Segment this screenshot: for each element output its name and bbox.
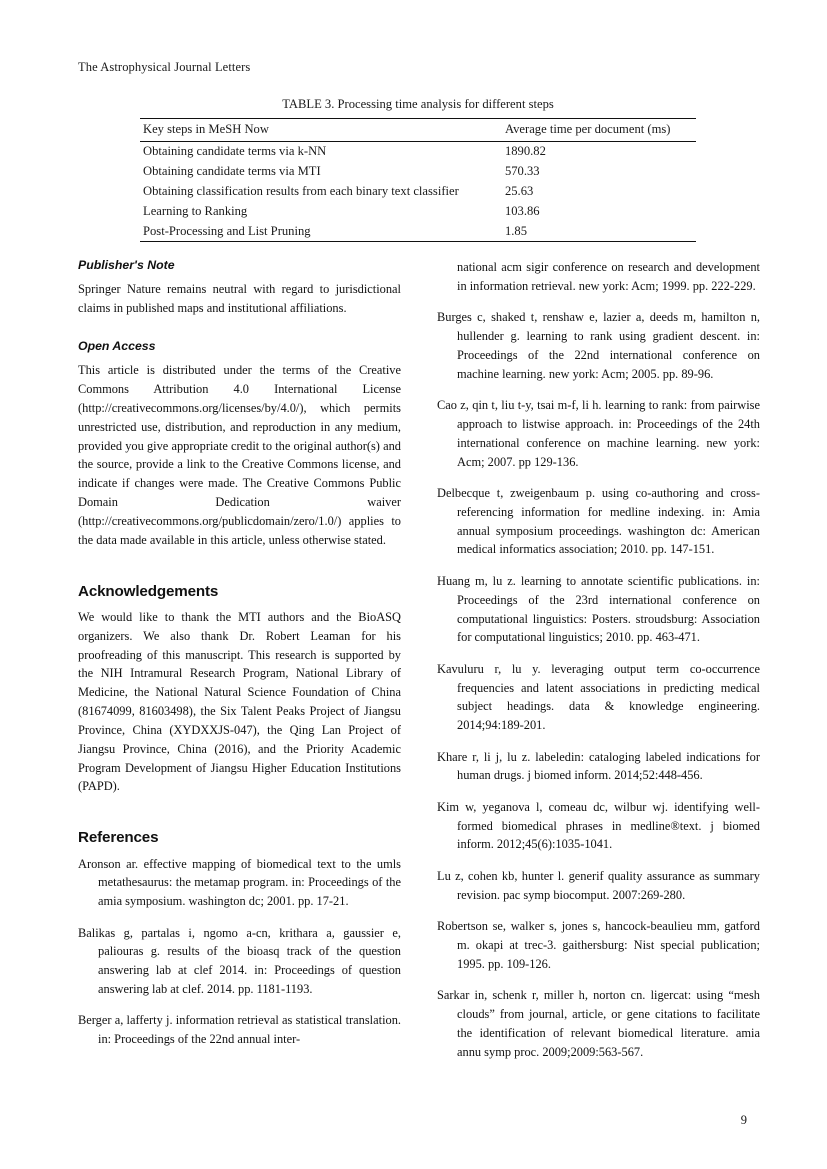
table-block — [140, 97, 696, 242]
table-row — [140, 161, 696, 181]
reference-item: Sarkar in, schenk r, miller h, norton cn. ligercat: using “mesh clouds” from journal, article, or gene citations to facilitate the identification of relevant biomedical literature. amia annu symp proc. 2009;2009:563-567. — [437, 988, 760, 1059]
table-cell-time: 570.33 — [504, 163, 540, 178]
table-header-row — [140, 119, 696, 142]
table-cell-step: Post-Processing and List Pruning — [143, 223, 311, 238]
reference-item: Robertson se, walker s, jones s, hancock-beaulieu mm, gatford m. okapi at trec-3. gaithersburg: Nist special publication; 1995. pp. 109-126. — [437, 918, 760, 971]
section-spacer — [78, 566, 401, 583]
page-number: 9 — [740, 1113, 747, 1127]
reference-item: Kavuluru r, lu y. leveraging output term co-occurrence frequencies and latent associations in predicting medical subject headings. data & knowledge engineering. 2014;94:189-201. — [437, 661, 760, 733]
processing-time-table — [140, 118, 696, 242]
reference-item-continuation: national acm sigir conference on research and development in information retrieval. new york: Acm; 1999. pp. 222-229. — [457, 260, 760, 293]
table-cell-time: 103.86 — [504, 203, 540, 218]
running-head: The Astrophysical Journal Letters — [78, 60, 251, 74]
table-header-cell-steps: Key steps in MeSH Now — [143, 122, 269, 136]
reference-item: Delbecque t, zweigenbaum p. using co-authoring and cross-referencing information for medline indexing. in: Amia annual symposium proceedings. washington dc: American medical informatics association; 2010. pp. 147-151. — [437, 485, 760, 557]
left-column — [78, 258, 401, 1062]
reference-item: Kim w, yeganova l, comeau dc, wilbur wj. identifying well-formed biomedical phrases in medline®text. j biomed inform. 2012;45(6):1035-1041. — [437, 799, 760, 852]
table-cell-step: Learning to Ranking — [143, 203, 248, 218]
table-header-cell-time: Average time per document (ms) — [504, 122, 671, 136]
publishers-note-body: Springer Nature remains neutral with regard to jurisdictional claims in published maps and institutional affiliations. — [78, 281, 401, 315]
table-cell-time: 1890.82 — [504, 143, 546, 158]
table-caption: TABLE 3. Processing time analysis for different steps — [282, 97, 554, 111]
reference-item: Balikas g, partalas i, ngomo a-cn, krithara a, gaussier e, paliouras g. results of the bioasq track of the question answering lab at clef 2014. in: Proceedings of question answering lab at clef. 2014. pp. 1181-1193. — [78, 925, 401, 997]
table-cell-step: Obtaining classification results from each binary text classifier — [143, 183, 459, 198]
reference-item: Lu z, cohen kb, hunter l. generif quality assurance as summary revision. pac symp biocomput. 2007:269-280. — [437, 868, 760, 902]
table-cell-step: Obtaining candidate terms via MTI — [143, 163, 321, 178]
publishers-note-heading: Publisher's Note — [78, 258, 175, 272]
reference-item: Huang m, lu z. learning to annotate scientific publications. in: Proceedings of the 23rd international conference on computational linguistics: Posters. stroudsburg: Association for computational linguistics; 2010. pp. 463-471. — [437, 573, 760, 645]
reference-item: Burges c, shaked t, renshaw e, lazier a, deeds m, hamilton n, hullender g. learning to rank using gradient descent. in: Proceedings of the 22nd international conference on machine learning. new york: Acm; 2005. pp. 89-96. — [437, 310, 760, 381]
reference-item: Cao z, qin t, liu t-y, tsai m-f, li h. learning to rank: from pairwise approach to listwise approach. in: Proceedings of the 24th international conference on machine learning. new york: Acm; 2007. pp 129-136. — [437, 398, 760, 469]
right-column — [437, 258, 760, 1074]
acknowledgements-heading: Acknowledgements — [78, 582, 219, 600]
table-cell-step: Obtaining candidate terms via k-NN — [143, 143, 327, 158]
reference-item: Berger a, lafferty j. information retrieval as statistical translation. in: Proceedings of the 22nd annual inter- — [78, 1013, 401, 1047]
reference-item: Khare r, li j, lu z. labeledin: cataloging labeled indications for human drugs. j biomed inform. 2014;52:448-456. — [437, 749, 760, 783]
table-row — [140, 221, 696, 241]
table-row — [140, 201, 696, 221]
open-access-body: This article is distributed under the terms of the Creative Commons Attribution 4.0 International License (http://creativecommons.org/licenses/by/4.0/), which permits unrestricted use, distribution, and reproduction in any medium, provided you give appropriate credit to the original author(s) and the source, provide a link to the Creative Commons license, and indicate if changes were made. The Creative Commons Public Domain Dedication waiver (http://creativecommons.org/publicdomain/zero/1.0/) applies to the data made available in this article, unless otherwise stated. — [78, 363, 401, 547]
acknowledgements-body: We would like to thank the MTI authors and the BioASQ organizers. We also thank Dr. Robert Leaman for his proofreading of this manuscript. This research is supported by the NIH Intramural Research Program, National Library of Medicine, the National Natural Science Foundation of China (81674099, 81603498), the Six Talent Peaks Project of Jiangsu Province, China (XYDXXJS-047), the Qing Lan Project of Jiangsu Province, China (2016), and the Priority Academic Program Development of Jiangsu Higher Education Institutions (PAPD). — [78, 609, 401, 794]
references-heading: References — [78, 829, 159, 847]
open-access-heading: Open Access — [78, 339, 156, 354]
table-row — [140, 141, 696, 161]
table-row — [140, 181, 696, 201]
table-cell-time: 1.85 — [504, 223, 527, 238]
table-cell-time: 25.63 — [504, 183, 534, 198]
reference-item: Aronson ar. effective mapping of biomedical text to the umls metathesaurus: the metamap program. in: Proceedings of the amia symposium. washington dc; 2001. pp. 17-21. — [78, 856, 401, 909]
section-spacer — [78, 812, 401, 829]
